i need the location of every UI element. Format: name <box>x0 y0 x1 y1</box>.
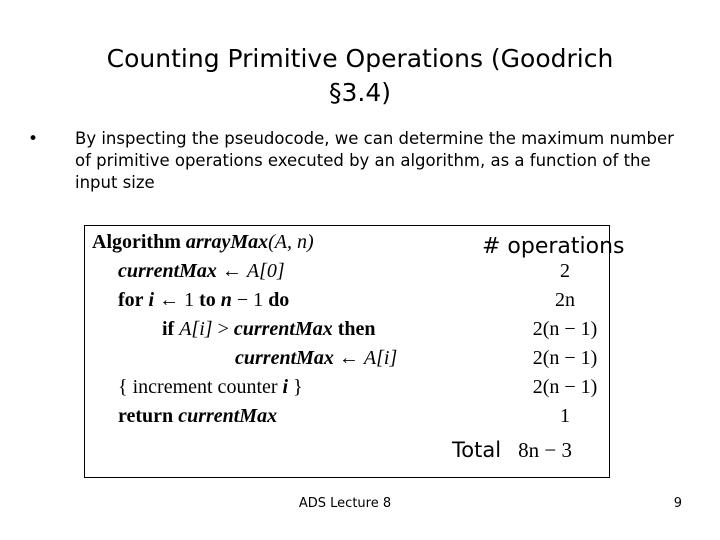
return-keyword: return <box>118 405 174 427</box>
to-keyword: to <box>199 289 216 311</box>
assign-arrow-icon: ← <box>221 260 242 282</box>
assign-arrow-icon: ← <box>338 347 359 369</box>
return-var: currentMax <box>178 405 278 427</box>
pseudo-line-3 <box>162 315 376 344</box>
op-count: 2 <box>560 260 570 282</box>
cond-rhs: currentMax <box>233 318 333 340</box>
comment-end: } <box>293 376 303 398</box>
pseudo-rhs: A[i] <box>363 347 398 369</box>
pseudo-line-6 <box>118 402 277 431</box>
page-number: 9 <box>673 496 682 511</box>
loop-n: n <box>220 289 232 311</box>
comment-text: { increment counter <box>118 376 278 398</box>
loop-var: i <box>148 289 155 311</box>
op-count: 1 <box>560 405 570 427</box>
op-count: 2(n − 1) <box>532 318 598 340</box>
pseudo-var: currentMax <box>118 260 217 282</box>
for-keyword: for <box>118 289 144 311</box>
op-count: 2n <box>555 289 575 311</box>
pseudo-line-4 <box>235 344 397 373</box>
loop-from: 1 <box>184 289 195 311</box>
loop-minus: − 1 <box>236 289 264 311</box>
cond-lhs: A[i] <box>179 318 213 340</box>
title-line-2: §3.4) <box>328 78 391 107</box>
algorithm-name: arrayMax <box>185 231 269 253</box>
assign-arrow-icon: ← <box>159 289 180 311</box>
total-value: 8n − 3 <box>518 438 572 462</box>
slide-title <box>60 42 660 110</box>
cond-op: > <box>217 318 229 340</box>
comment-var: i <box>282 376 289 398</box>
pseudo-var: currentMax <box>235 347 334 369</box>
pseudo-line-1 <box>118 257 285 286</box>
pseudo-rhs: A[0] <box>246 260 285 282</box>
op-count: 2(n − 1) <box>532 376 598 398</box>
then-keyword: then <box>337 318 376 340</box>
pseudo-line-2 <box>118 286 289 315</box>
op-count: 2(n − 1) <box>532 347 598 369</box>
if-keyword: if <box>162 318 175 340</box>
algorithm-keyword: Algorithm <box>92 231 181 253</box>
algorithm-header <box>92 228 314 257</box>
bullet-dot-icon: • <box>28 129 39 149</box>
pseudo-line-5 <box>118 373 303 402</box>
bullet-text: By inspecting the pseudocode, we can determine the maximum number of primitive operations executed by an algorithm, as a function of the input size <box>75 129 674 192</box>
footer-lecture: ADS Lecture 8 <box>298 496 392 511</box>
total-row <box>452 438 572 463</box>
do-keyword: do <box>268 289 290 311</box>
operations-header: # operations <box>482 234 625 259</box>
total-label: Total <box>452 438 502 462</box>
algorithm-args: (A, n) <box>268 231 314 253</box>
title-line-1: Counting Primitive Operations (Goodrich <box>106 44 614 73</box>
